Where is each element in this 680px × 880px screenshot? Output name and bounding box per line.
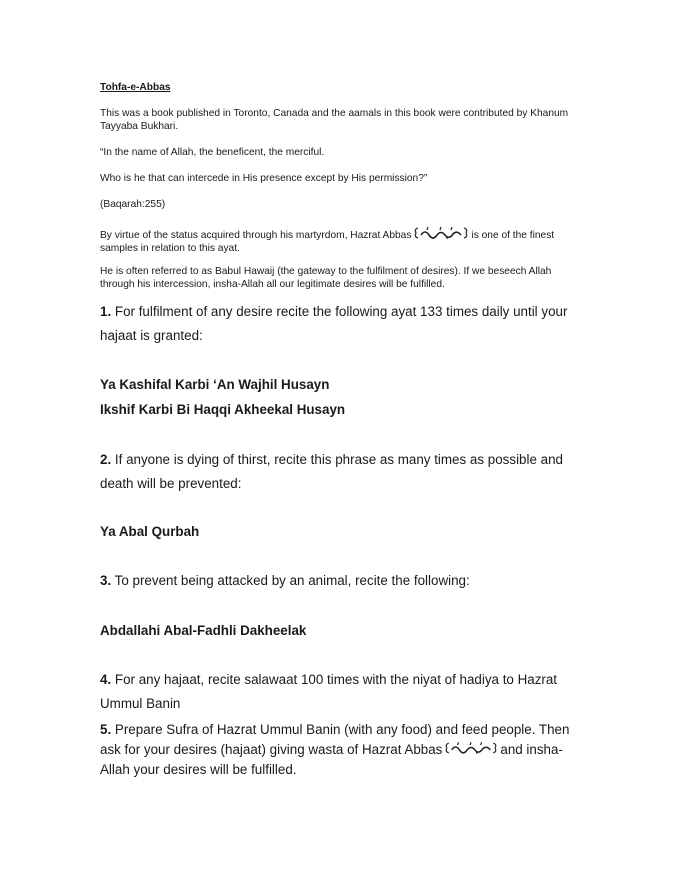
item-text: For any hajaat, recite salawaat 100 times with the niyat of hadiya to Hazrat Ummul Banin: [100, 672, 558, 711]
quote-line-1: “In the name of Allah, the beneficent, the merciful.: [100, 147, 325, 158]
item-text: If anyone is dying of thirst, recite this phrase as many times as possible and death will be prevented:: [100, 452, 563, 491]
recitation-line: Ya Abal Qurbah: [100, 524, 200, 539]
item-text-before: Prepare Sufra of Hazrat Ummul Banin (with any food) and feed people. Then ask for your desires (hajaat) giving wasta of Hazrat Abbas: [100, 722, 570, 757]
intro-paragraph: This was a book published in Toronto, Canada and the aamals in this book were contributed by Khanum Tayyaba Bukhari.: [100, 108, 569, 132]
virtue-text-before: By virtue of the status acquired through his martyrdom, Hazrat Abbas: [100, 230, 412, 241]
babul-hawaij-paragraph: He is often referred to as Babul Hawaij (the gateway to the fulfilment of desires). If we beseech Allah through his intercession, insha-Allah all our legitimate desires will be fulfilled.: [100, 266, 552, 290]
item-number: 4.: [100, 672, 112, 687]
list-item-4: [100, 668, 580, 716]
item-text-after: and insha-Allah your desires will be fulfilled.: [100, 742, 563, 777]
reference-citation: (Baqarah:255): [100, 199, 166, 210]
list-item-2: [100, 448, 580, 496]
recitation-line: Ikshif Karbi Bi Haqqi Akheekal Husayn: [100, 402, 346, 417]
item-number: 2.: [100, 452, 112, 467]
item-text: To prevent being attacked by an animal, recite the following:: [114, 573, 470, 588]
list-item-5: [100, 720, 580, 780]
list-item-3: [100, 569, 580, 593]
item-text: For fulfilment of any desire recite the following ayat 133 times daily until your hajaat is granted:: [100, 304, 568, 343]
virtue-text-after: is one of the finest samples in relation to this ayat.: [100, 230, 555, 254]
item-number: 1.: [100, 304, 112, 319]
item-number: 5.: [100, 722, 112, 737]
quote-line-2: Who is he that can intercede in His presence except by His permission?”: [100, 173, 428, 184]
recitation-line: Ya Kashifal Karbi ‘An Wajhil Husayn: [100, 377, 330, 392]
document-title: Tohfa-e-Abbas: [100, 82, 171, 93]
recitation-line: Abdallahi Abal-Fadhli Dakheelak: [100, 623, 307, 638]
arabic-honorific-calligraphy-icon: [444, 740, 498, 756]
virtue-paragraph: [100, 226, 580, 255]
arabic-honorific-calligraphy-icon: [413, 226, 469, 240]
list-item-1: [100, 300, 580, 348]
item-number: 3.: [100, 573, 112, 588]
